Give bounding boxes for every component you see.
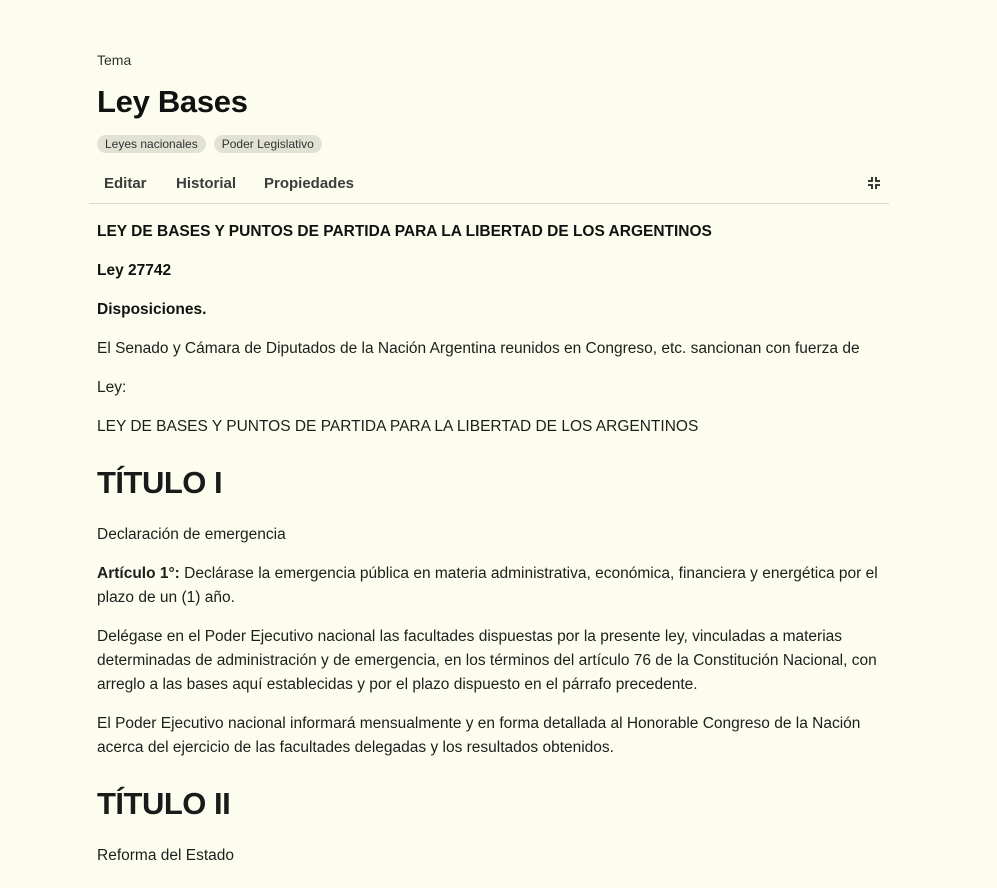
article-1-paragraph-2: Delégase en el Poder Ejecutivo nacional las facultades dispuestas por la presente ley, vinculadas a materias determinadas de administración y de emergencia, en los términos del artículo 76 de la Constitución Nacional, con arreglo a las bases aquí establecidas y por el plazo dispuesto en el párrafo precedente. — [97, 628, 877, 693]
titulo-1-heading: TÍTULO I — [97, 465, 223, 500]
enacting-clause: El Senado y Cámara de Diputados de la Nación Argentina reunidos en Congreso, etc. sancionan con fuerza de — [97, 340, 860, 357]
document-heading: LEY DE BASES Y PUNTOS DE PARTIDA PARA LA LIBERTAD DE LOS ARGENTINOS — [97, 223, 712, 240]
titulo-2-subtitle: Reforma del Estado — [97, 847, 234, 864]
law-title: LEY DE BASES Y PUNTOS DE PARTIDA PARA LA LIBERTAD DE LOS ARGENTINOS — [97, 418, 699, 435]
titulo-2-heading: TÍTULO II — [97, 786, 231, 821]
tag-list — [97, 135, 322, 153]
law-word: Ley: — [97, 379, 127, 396]
tab-history[interactable]: Historial — [176, 175, 237, 192]
tab-properties[interactable]: Propiedades — [264, 175, 355, 192]
tab-edit[interactable]: Editar — [104, 175, 147, 192]
law-number: Ley 27742 — [97, 262, 172, 279]
collapse-icon[interactable] — [867, 176, 881, 190]
provisions-label: Disposiciones. — [97, 301, 207, 318]
tab-bar — [89, 166, 889, 204]
article-1-paragraph-3: El Poder Ejecutivo nacional informará mensualmente y en forma detallada al Honorable Congreso de la Nación acerca del ejercicio de las facultades delegadas y los resultados obtenidos. — [97, 715, 861, 756]
article-1-label: Artículo 1°: — [97, 565, 180, 582]
page-title: Ley Bases — [97, 84, 248, 119]
article-1 — [97, 562, 889, 610]
topic-kicker: Tema — [97, 52, 132, 68]
article-1-text: Declárase la emergencia pública en materia administrativa, económica, financiera y energética por el plazo de un (1) año. — [97, 565, 878, 606]
tag-poder-legislativo[interactable]: Poder Legislativo — [214, 135, 322, 153]
titulo-1-subtitle: Declaración de emergencia — [97, 526, 286, 543]
tag-leyes-nacionales[interactable]: Leyes nacionales — [97, 135, 206, 153]
